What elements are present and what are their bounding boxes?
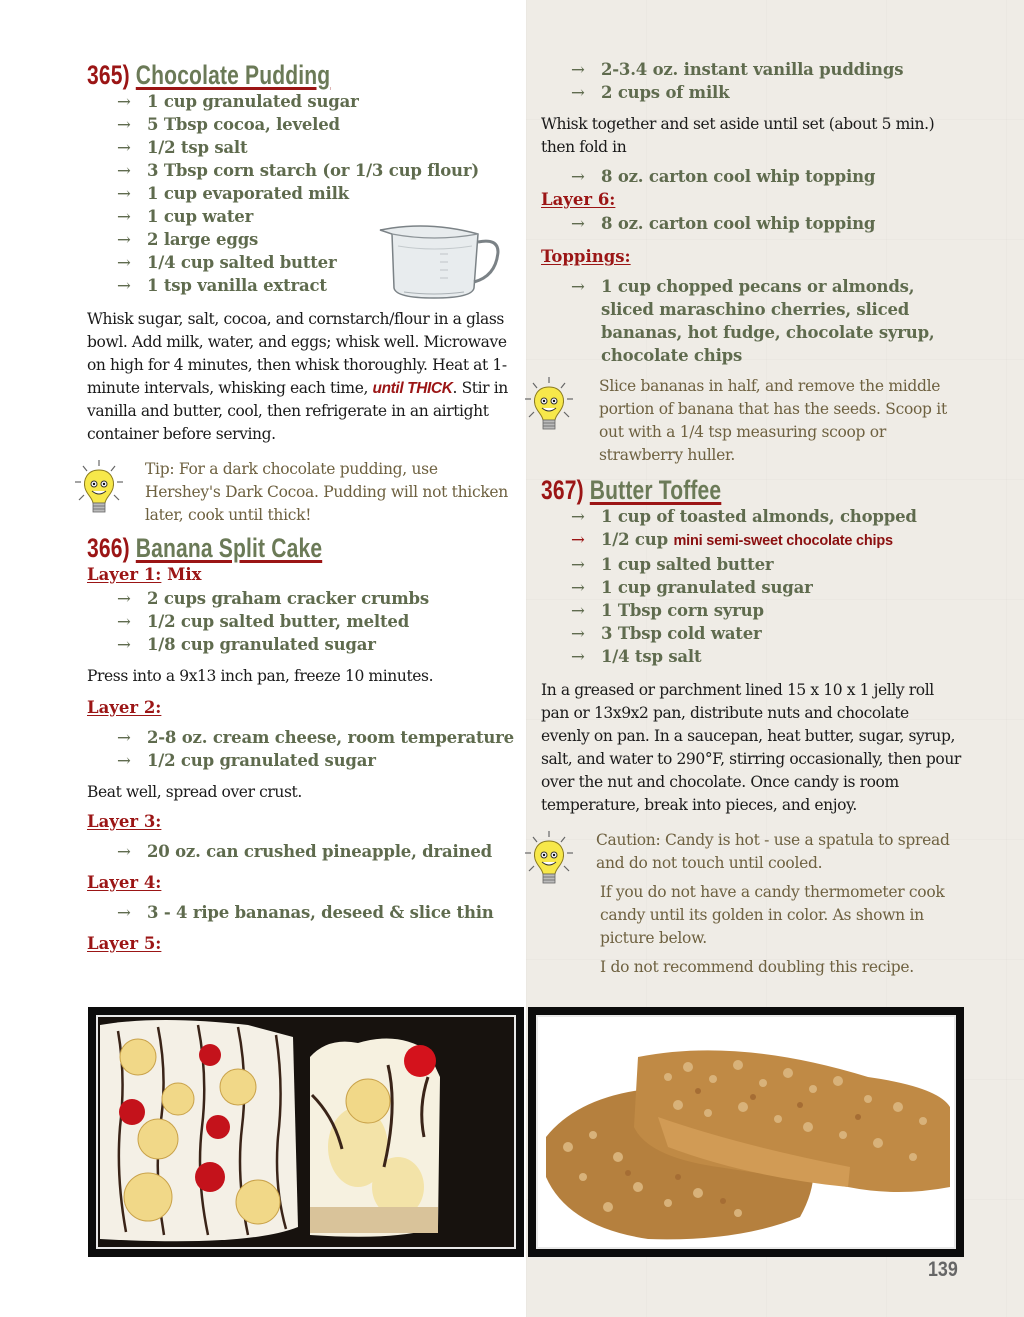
lightbulb-icon: [73, 458, 125, 520]
list-item: → 1/4 tsp salt: [571, 647, 702, 666]
arrow-icon: →: [571, 624, 585, 643]
list-item: → 5 Tbsp cocoa, leveled: [117, 115, 340, 134]
arrow-icon: →: [117, 230, 131, 249]
layer-5-heading: Layer 5:: [87, 934, 162, 953]
arrow-icon: →: [571, 167, 585, 186]
arrow-icon: →: [117, 903, 131, 922]
arrow-icon: →: [571, 83, 585, 102]
arrow-icon: →: [117, 92, 131, 111]
tip-365: Tip: For a dark chocolate pudding, use Hershey's Dark Cocoa. Pudding will not thicken later, cook until thick!: [87, 458, 517, 527]
ingredient-list-layer-6: [541, 212, 961, 235]
arrow-icon: →: [117, 161, 131, 180]
list-item: → 3 Tbsp cold water: [571, 624, 762, 643]
list-item: → 2-3.4 oz. instant vanilla puddings: [571, 60, 904, 79]
arrow-icon: →: [117, 207, 131, 226]
layer-6-heading: Layer 6:: [541, 190, 616, 209]
list-item: → 3 Tbsp corn starch (or 1/3 cup flour): [117, 161, 479, 180]
list-item: → 1/2 tsp salt: [117, 138, 248, 157]
list-item: → 1 cup granulated sugar: [117, 92, 359, 111]
emphasis-until-thick: until THICK: [372, 380, 453, 397]
list-item: → 1/2 cup granulated sugar: [117, 751, 376, 770]
recipe-title-366: 366) Banana Split Cake: [87, 533, 323, 563]
layer-1-heading: Layer 1: Mix: [87, 565, 202, 584]
list-item: → 1 tsp vanilla extract: [117, 276, 327, 295]
list-item: → 2 cups of milk: [571, 83, 730, 102]
lightbulb-icon: [523, 375, 575, 437]
arrow-icon: →: [117, 253, 131, 272]
tip-366: Slice bananas in half, and remove the middle portion of banana that has the seeds. Scoop it out with a 1/4 tsp measuring scoop or strawberry huller.: [541, 375, 961, 467]
list-item: → 2 large eggs: [117, 230, 259, 249]
arrow-icon: →: [571, 214, 585, 233]
layer-4-heading: Layer 4:: [87, 873, 162, 892]
ingredient-list-layer-3: [87, 840, 517, 863]
toffee-illustration: [538, 1017, 954, 1247]
arrow-icon: →: [117, 115, 131, 134]
list-item: → 1 cup granulated sugar: [571, 578, 813, 597]
layer-1-note: Press into a 9x13 inch pan, freeze 10 minutes.: [87, 667, 434, 685]
arrow-icon: →: [117, 635, 131, 654]
list-item: → 2 cups graham cracker crumbs: [117, 589, 429, 608]
left-column: [87, 58, 517, 956]
list-item: → 20 oz. can crushed pineapple, drained: [117, 842, 492, 861]
lightbulb-icon: [523, 829, 575, 891]
arrow-icon: →: [571, 507, 585, 526]
arrow-icon: →: [117, 138, 131, 157]
layer-2-heading: Layer 2:: [87, 698, 162, 717]
recipe-title-367: 367) Butter Toffee: [541, 475, 722, 505]
arrow-icon: →: [117, 276, 131, 295]
list-item: → 1/2 cup mini semi-sweet chocolate chips: [571, 530, 893, 549]
arrow-icon: →: [117, 589, 131, 608]
ingredient-list-toppings: [541, 275, 961, 367]
arrow-icon: →: [571, 530, 585, 549]
ingredient-list-layer-2: [87, 726, 517, 772]
arrow-icon: →: [571, 60, 585, 79]
list-item: → 3 - 4 ripe bananas, deseed & slice thin: [117, 903, 494, 922]
arrow-icon: →: [117, 728, 131, 747]
arrow-icon: →: [117, 751, 131, 770]
ingredient-list-layer-4: [87, 901, 517, 924]
instructions-365: Whisk sugar, salt, cocoa, and cornstarch/flour in a glass bowl. Add milk, water, and eggs; whisk well. Microwave on high for 4 minutes, then whisk thoroughly. Heat at 1-minute intervals, whisking each time, until THICK. Stir in vanilla and butter, cool, then refrigerate in an airtight container before serving.: [87, 310, 508, 443]
butter-toffee-photo: [528, 1007, 964, 1257]
list-item: → 8 oz. carton cool whip topping: [571, 167, 876, 186]
ingredient-list-layer-1: [87, 587, 517, 656]
arrow-icon: →: [571, 647, 585, 666]
cake-illustration: [98, 1017, 514, 1247]
list-item: → 1 cup of toasted almonds, chopped: [571, 507, 917, 526]
list-item: → 1 cup evaporated milk: [117, 184, 349, 203]
arrow-icon: →: [571, 601, 585, 620]
layer-3-heading: Layer 3:: [87, 812, 162, 831]
arrow-icon: →: [117, 612, 131, 631]
banana-split-cake-photo: [88, 1007, 524, 1257]
list-item: → 1/2 cup salted butter, melted: [117, 612, 410, 631]
list-item: → 1/8 cup granulated sugar: [117, 635, 376, 654]
tip-367: Caution: Candy is hot - use a spatula to spread and do not touch until cooled. If you do not have a candy thermometer cook candy until its golden in color. As shown in picture below. I do not recommend doubling this recipe.: [541, 829, 961, 979]
ingredient-list-367: [541, 505, 961, 668]
arrow-icon: →: [117, 184, 131, 203]
list-item: → 2-8 oz. cream cheese, room temperature: [117, 728, 514, 747]
list-item: → 1/4 cup salted butter: [117, 253, 337, 272]
list-item: → 1 cup chopped pecans or almonds, sliced maraschino cherries, sliced bananas, hot fudge, chocolate syrup, chocolate chips: [571, 277, 935, 365]
list-item: → 1 cup water: [117, 207, 254, 226]
list-item: → 1 cup salted butter: [571, 555, 774, 574]
arrow-icon: →: [571, 555, 585, 574]
recipe-title-365: 365) Chocolate Pudding: [87, 60, 331, 90]
highlight-chocolate-chips: mini semi-sweet chocolate chips: [673, 533, 893, 549]
ingredient-list-layer-5-after: [541, 165, 961, 188]
arrow-icon: →: [571, 277, 585, 296]
right-column: [541, 58, 961, 979]
ingredient-list-layer-5: [541, 58, 961, 104]
instructions-367: In a greased or parchment lined 15 x 10 x 1 jelly roll pan or 13x9x2 pan, distribute nuts and chocolate evenly on pan. In a saucepan, heat butter, sugar, syrup, salt, and water to 290°F, stirring occasionally, then pour over the nut and chocolate. Once candy is room temperature, break into pieces, and enjoy.: [541, 681, 961, 814]
page-number: 139: [928, 1258, 958, 1281]
layer-5-note: Whisk together and set aside until set (about 5 min.) then fold in: [541, 115, 935, 156]
toppings-heading: Toppings:: [541, 247, 631, 266]
list-item: → 1 Tbsp corn syrup: [571, 601, 764, 620]
glass-bowl-image: [374, 218, 504, 302]
list-item: → 8 oz. carton cool whip topping: [571, 214, 876, 233]
arrow-icon: →: [117, 842, 131, 861]
layer-2-note: Beat well, spread over crust.: [87, 783, 302, 801]
arrow-icon: →: [571, 578, 585, 597]
